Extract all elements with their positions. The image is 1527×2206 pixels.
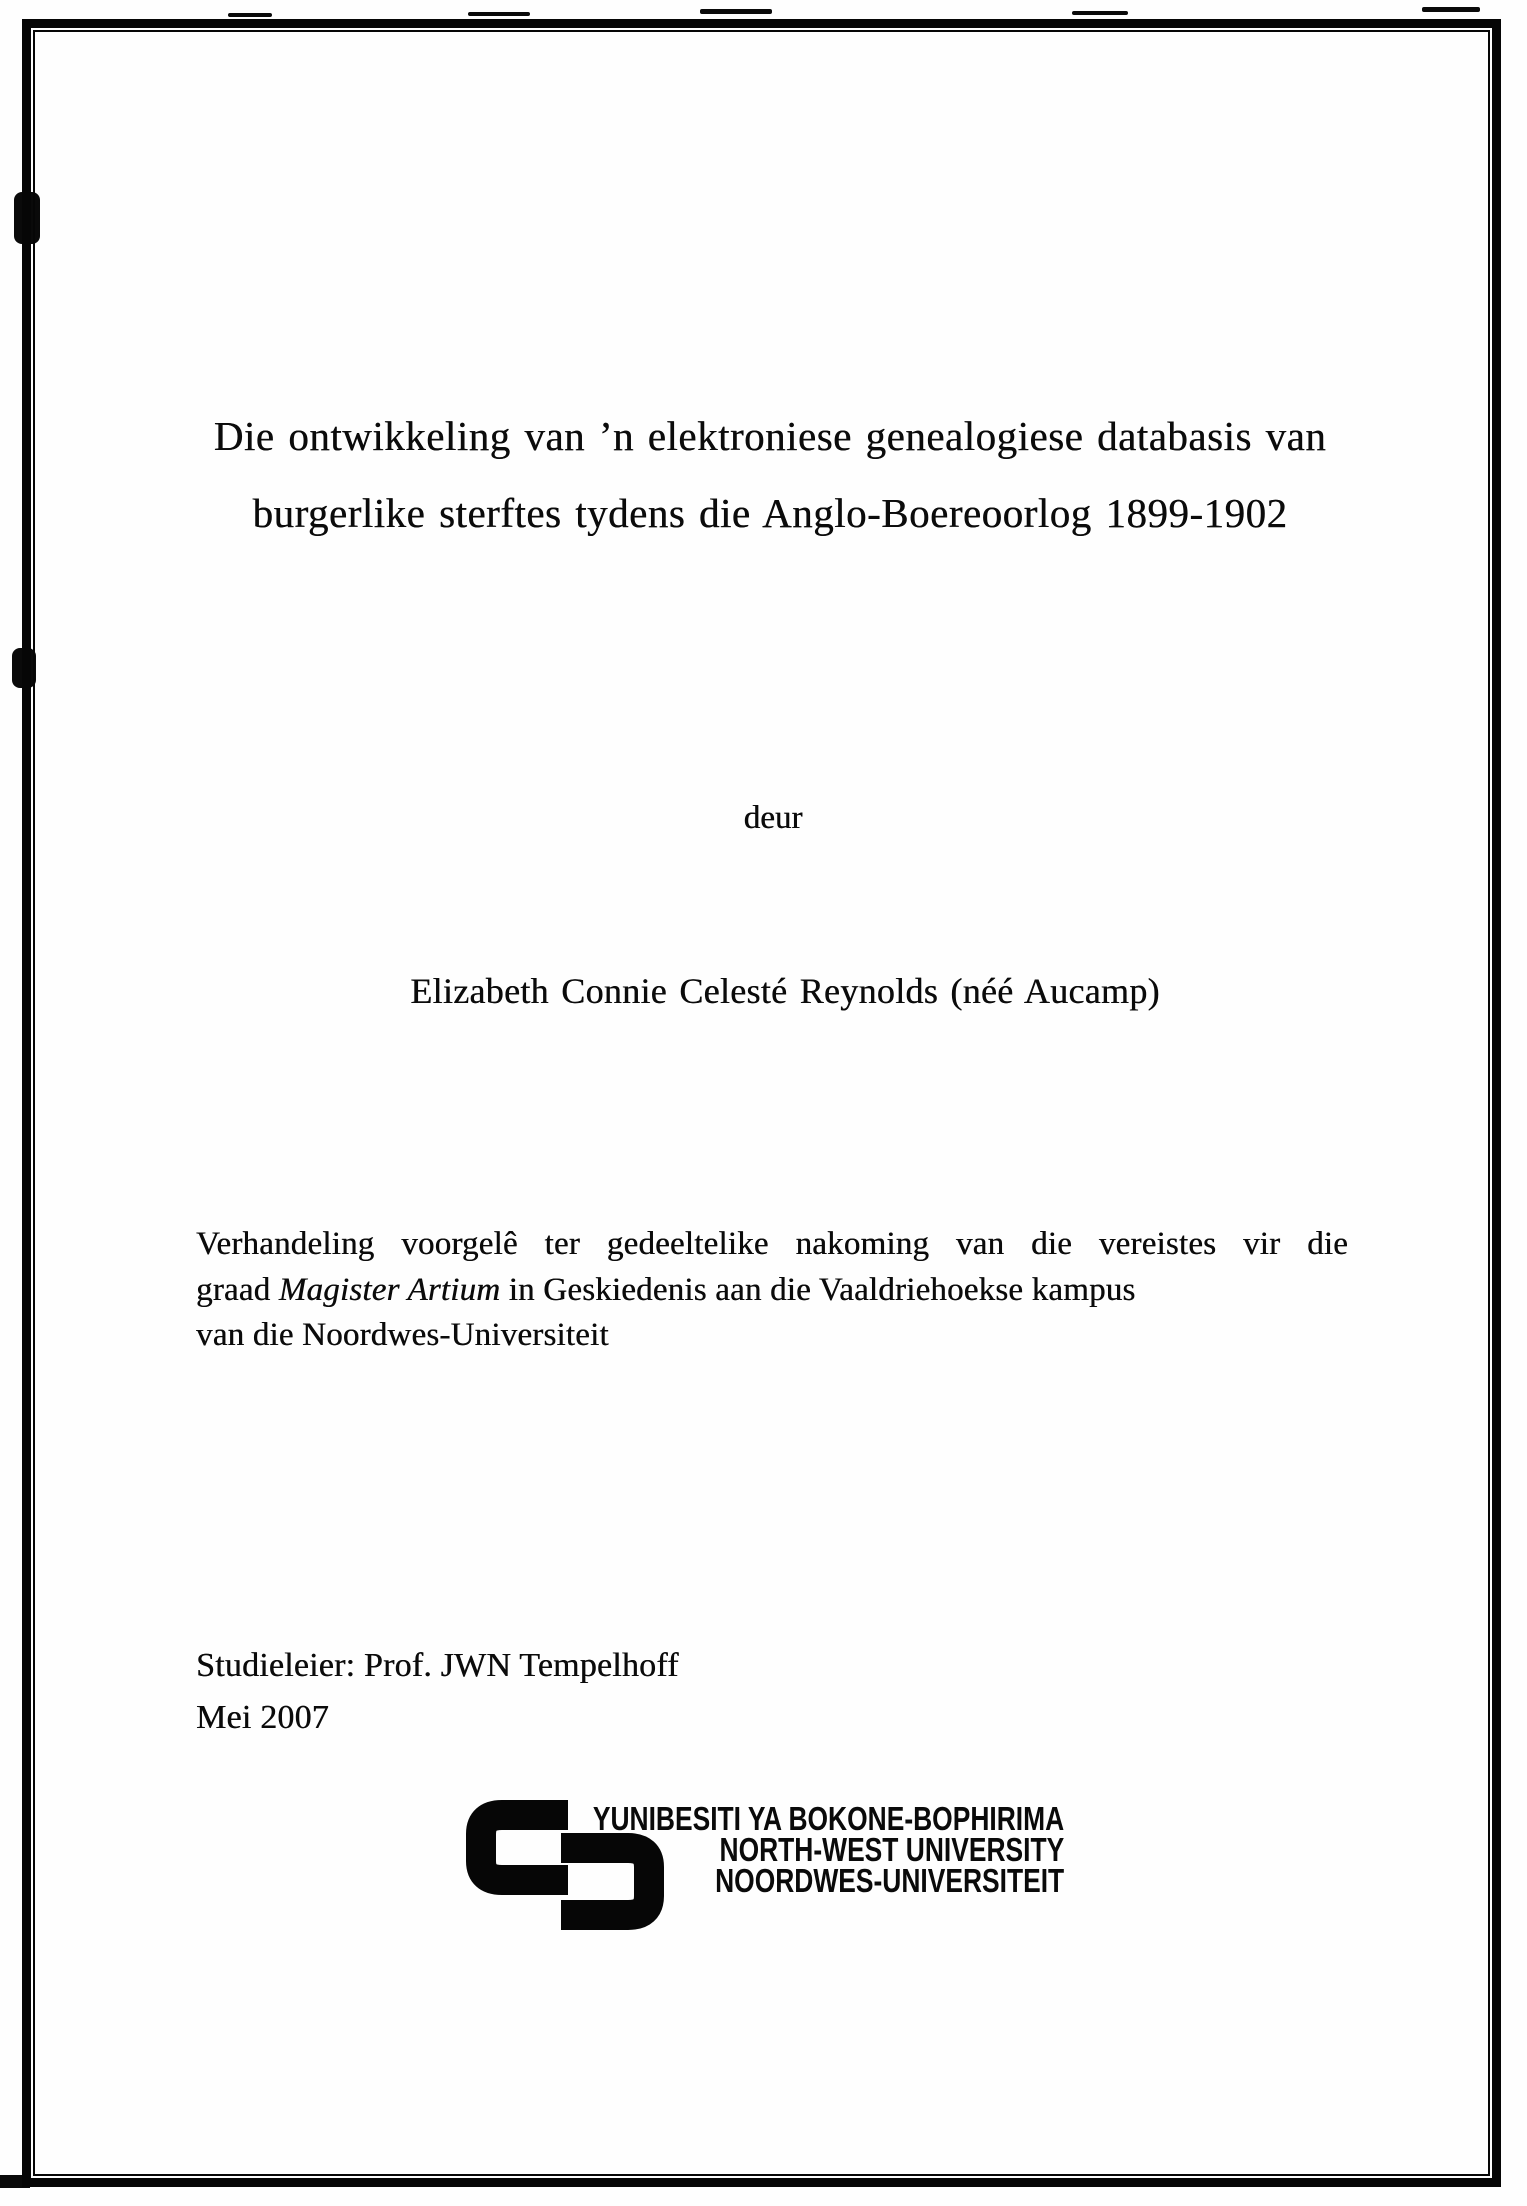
degree-statement-line2-post: in Geskiedenis aan die Vaaldriehoekse kampus	[500, 1271, 1136, 1308]
scan-artifact	[1072, 11, 1128, 15]
thesis-title-line2: burgerlike sterftes tydens die Anglo-Boereoorlog 1899-1902	[252, 490, 1288, 536]
degree-name-italic: Magister Artium	[278, 1271, 501, 1308]
scan-artifact	[468, 12, 530, 16]
thesis-title-line1: Die ontwikkeling van ’n elektroniese genealogiese databasis van	[213, 413, 1327, 459]
date-line: Mei 2007	[196, 1699, 329, 1736]
byline: deur	[743, 800, 803, 836]
supervisor-line: Studieleier: Prof. JWN Tempelhoff	[196, 1647, 679, 1684]
degree-statement-line2-pre: graad	[196, 1271, 279, 1308]
university-wordmark	[592, 1800, 1064, 1899]
scan-artifact	[1422, 7, 1480, 12]
university-name-english: NORTH-WEST UNIVERSITY	[719, 1831, 1064, 1868]
author-name: Elizabeth Connie Celesté Reynolds (néé Aucamp)	[410, 971, 1160, 1011]
university-logo	[458, 1798, 1064, 1938]
scan-artifact	[228, 13, 272, 17]
thesis-title	[110, 398, 1430, 552]
degree-statement-line2	[196, 1268, 1348, 1314]
degree-statement-line3: van die Noordwes-Universiteit	[196, 1317, 609, 1353]
university-name-setswana: YUNIBESITI YA BOKONE-BOPHIRIMA	[592, 1800, 1064, 1837]
university-name-afrikaans: NOORDWES-UNIVERSITEIT	[714, 1862, 1064, 1899]
degree-statement	[196, 1222, 1348, 1359]
degree-statement-line1: Verhandeling voorgelê ter gedeeltelike nakoming van die vereistes vir die	[196, 1226, 1348, 1262]
scan-artifact	[700, 9, 772, 14]
supervisor-block	[196, 1640, 679, 1744]
